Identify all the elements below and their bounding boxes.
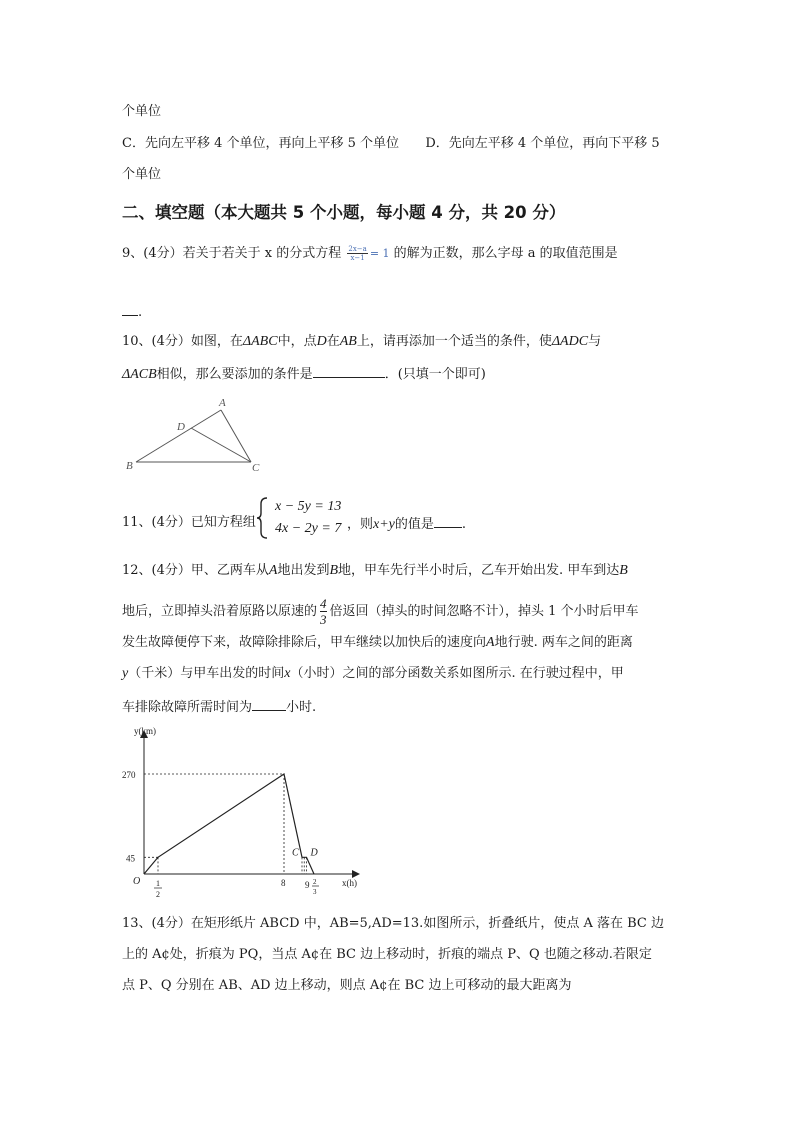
q9-answer-blank[interactable]: [122, 303, 138, 316]
text-line: 个单位: [122, 104, 162, 119]
q10-tri-acb: ΔACB: [122, 367, 157, 382]
q12-text: 小时.: [286, 700, 317, 715]
question-11: [122, 515, 256, 531]
q11-end: .: [461, 517, 467, 532]
point-label-d: D: [310, 847, 318, 859]
x-tick-8: 8: [281, 878, 286, 888]
triangle-figure: [120, 392, 280, 482]
x-tick-last-num: 2: [313, 878, 317, 886]
label-b: B: [126, 460, 133, 472]
label-a: A: [219, 397, 226, 409]
q10-text: 与: [588, 334, 602, 349]
q10-point-d: D: [316, 334, 327, 349]
origin-label: O: [133, 876, 141, 887]
question-13-line-3: 点 P、Q 分别在 AB、AD 边上移动，则点 A¢在 BC 边上可移动的最大距离为: [122, 978, 572, 993]
q12-text: （千米）与甲车出发的时间: [128, 666, 285, 681]
q9-suffix: 的解为正数，那么字母 a 的取值范围是: [393, 246, 618, 261]
question-9: [122, 245, 618, 262]
q12-a: A: [268, 563, 278, 578]
q9-frac-den: x−1: [350, 254, 365, 262]
q10-text: 中，点: [277, 334, 317, 349]
q9-answer-line: [122, 303, 142, 321]
y-tick-270: 270: [122, 770, 136, 780]
question-12-line-5: [122, 698, 316, 716]
q12-b: B: [619, 563, 628, 578]
q11-text: 11、(4分）已知方程组: [122, 515, 256, 530]
distance-time-chart: [120, 722, 370, 904]
q10-text: ．(只填一个即可): [384, 367, 486, 382]
q12-text: 地后，立即掉头沿着原路以原速的: [122, 604, 318, 619]
x-axis-arrow: [352, 870, 360, 878]
q12-a: A: [486, 635, 495, 650]
q12-text: 地出发到: [277, 563, 330, 578]
q9-text: 9、(4分）若关于若关于 x 的分式方程: [122, 246, 342, 261]
q9-eq: = 1: [369, 247, 390, 260]
q9-frac-num: 2x−a: [348, 245, 367, 253]
question-12-line-2: [122, 596, 639, 627]
x-tick-last-den: 3: [313, 888, 317, 896]
q11-answer-blank[interactable]: [434, 515, 462, 528]
q12-text: （小时）之间的部分函数关系如图所示. 在行驶过程中，甲: [290, 666, 624, 681]
system-brace: [255, 496, 271, 540]
q10-text: 上，请再添加一个适当的条件，使: [356, 334, 552, 349]
x-tick-last-whole: 9: [305, 880, 310, 890]
question-10: [122, 334, 601, 350]
q12-y: y: [122, 666, 129, 681]
y-axis-label: y(km): [134, 726, 156, 736]
q10-tri-adc: ΔADC: [551, 334, 589, 349]
q12-frac-den: 3: [320, 612, 327, 627]
segment-ac: [221, 410, 251, 462]
q9-fraction: [347, 245, 367, 262]
q10-text: 在: [326, 334, 340, 349]
q11-xy: x+y: [373, 517, 395, 532]
label-c: C: [252, 462, 260, 474]
y-tick-45: 45: [126, 853, 135, 864]
q12-text: 车排除故障所需时间为: [122, 700, 253, 715]
x-axis-label: x(h): [342, 878, 357, 888]
question-10-cont: [122, 365, 486, 383]
q12-frac-num: 4: [320, 596, 327, 611]
q12-text: 倍返回（掉头的时间忽略不计），掉头 1 个小时后甲车: [329, 604, 639, 619]
option-line-cd: [122, 136, 660, 152]
q12-text: 地行驶. 两车之间的距离: [494, 635, 633, 650]
system-eq-1: x − 5y = 13: [275, 499, 342, 514]
option-d: D．先向左平移 4 个单位，再向下平移 5: [425, 136, 660, 151]
x-tick-half-num: 1: [156, 879, 160, 888]
q10-text: 10、(4分）如图，在: [122, 334, 243, 349]
question-13-line-2: 上的 A¢处，折痕为 PQ，当点 A¢在 BC 边上移动时，折痕的端点 P、Q 也随之移动.若限定: [122, 947, 652, 962]
section-heading: 二、填空题（本大题共 5 个小题，每小题 4 分，共 20 分）: [122, 203, 566, 222]
q9-end: .: [138, 305, 143, 320]
segment-dc: [191, 428, 251, 462]
q12-fraction: [320, 596, 327, 627]
label-d: D: [177, 421, 185, 433]
q12-text: 地，甲车先行半小时后，乙车开始出发. 甲车到达: [338, 563, 620, 578]
system-eq-2: 4x − 2y = 7: [275, 521, 342, 536]
q11-text: 的值是: [394, 517, 434, 532]
q10-tri-abc: ΔABC: [242, 334, 278, 349]
q12-text: 12、(4分）甲、乙两车从: [122, 563, 269, 578]
q11-text: ，则: [347, 517, 374, 532]
question-13-line-1: 13、(4分）在矩形纸片 ABCD 中，AB=5,AD=13.如图所示，折叠纸片，使点 A 落在 BC 边: [122, 916, 664, 931]
question-12-line-3: [122, 635, 633, 651]
question-11-cont: [347, 515, 466, 533]
segment-ba: [136, 410, 221, 462]
q12-answer-blank[interactable]: [252, 698, 286, 711]
point-label-c: C: [291, 847, 299, 859]
text-line: 个单位: [122, 167, 162, 182]
x-tick-half-den: 2: [156, 890, 160, 899]
option-c: C．先向左平移 4 个单位，再向上平移 5 个单位: [122, 136, 400, 151]
question-12-line-1: [122, 563, 628, 579]
q12-b: B: [329, 563, 339, 578]
q12-text: 发生故障便停下来，故障除排除后，甲车继续以加快后的速度向: [122, 635, 487, 650]
q12-x: x: [284, 666, 291, 681]
series-line: [144, 774, 314, 874]
q10-text: 相似，那么要添加的条件是: [156, 367, 313, 382]
q10-seg-ab: AB: [339, 334, 357, 349]
q10-answer-blank[interactable]: [313, 365, 385, 378]
question-12-line-4: [122, 666, 624, 682]
